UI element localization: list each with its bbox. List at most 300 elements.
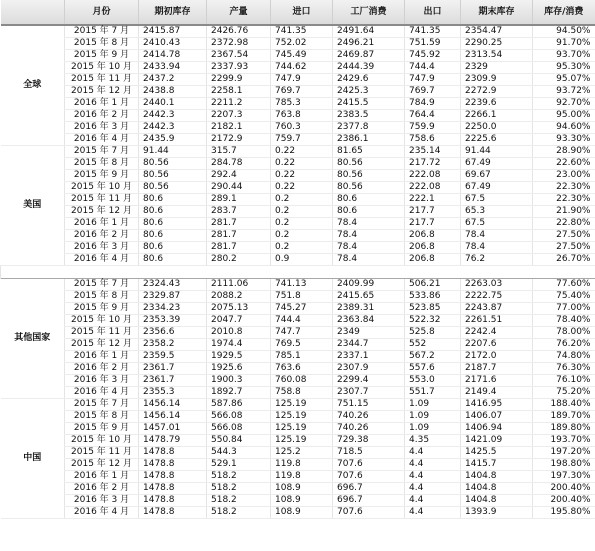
production-cell: 2172.9 bbox=[207, 134, 271, 146]
table-row bbox=[1, 339, 595, 351]
month-cell: 2016 年 4 月 bbox=[65, 387, 139, 399]
mill-consumption-cell: 80.6 bbox=[333, 206, 405, 218]
imports-cell: 745.27 bbox=[271, 303, 333, 315]
opening-stock-cell: 2437.2 bbox=[139, 74, 207, 86]
imports-cell: 0.22 bbox=[271, 170, 333, 182]
table-row bbox=[1, 411, 595, 423]
production-cell: 315.7 bbox=[207, 146, 271, 158]
table-row bbox=[1, 206, 595, 218]
production-cell: 2047.7 bbox=[207, 315, 271, 327]
production-cell: 2337.93 bbox=[207, 62, 271, 74]
stock-to-use-cell: 22.30% bbox=[533, 194, 595, 206]
opening-stock-cell: 80.56 bbox=[139, 182, 207, 194]
table-row bbox=[1, 170, 595, 182]
table-row bbox=[1, 315, 595, 327]
stock-to-use-cell: 189.70% bbox=[533, 411, 595, 423]
opening-stock-cell: 2414.78 bbox=[139, 50, 207, 62]
mill-consumption-cell: 78.4 bbox=[333, 230, 405, 242]
mill-consumption-cell: 80.56 bbox=[333, 158, 405, 170]
opening-stock-cell: 2438.8 bbox=[139, 86, 207, 98]
opening-stock-cell: 1457.01 bbox=[139, 423, 207, 435]
region-label: 其他国家 bbox=[1, 279, 65, 399]
month-cell: 2015 年 8 月 bbox=[65, 411, 139, 423]
imports-cell: 745.49 bbox=[271, 50, 333, 62]
month-cell: 2016 年 2 月 bbox=[65, 363, 139, 375]
imports-cell: 769.5 bbox=[271, 339, 333, 351]
exports-cell: 4.4 bbox=[405, 507, 461, 519]
table-body bbox=[1, 25, 595, 519]
ending-stock-cell: 1421.09 bbox=[461, 435, 533, 447]
mill-consumption-cell: 2344.7 bbox=[333, 339, 405, 351]
mill-consumption-cell: 707.6 bbox=[333, 459, 405, 471]
stock-to-use-cell: 200.40% bbox=[533, 483, 595, 495]
ending-stock-cell: 2354.47 bbox=[461, 25, 533, 38]
header-production: 产量 bbox=[207, 0, 271, 25]
month-cell: 2016 年 2 月 bbox=[65, 230, 139, 242]
ending-stock-cell: 2172.0 bbox=[461, 351, 533, 363]
exports-cell: 4.4 bbox=[405, 471, 461, 483]
stock-to-use-cell: 21.90% bbox=[533, 206, 595, 218]
opening-stock-cell: 2361.7 bbox=[139, 363, 207, 375]
imports-cell: 108.9 bbox=[271, 495, 333, 507]
opening-stock-cell: 2329.87 bbox=[139, 291, 207, 303]
stock-to-use-cell: 93.72% bbox=[533, 86, 595, 98]
month-cell: 2016 年 4 月 bbox=[65, 134, 139, 146]
production-cell: 281.7 bbox=[207, 230, 271, 242]
stock-to-use-cell: 22.60% bbox=[533, 158, 595, 170]
table-row bbox=[1, 134, 595, 146]
stock-to-use-cell: 93.70% bbox=[533, 50, 595, 62]
opening-stock-cell: 80.6 bbox=[139, 206, 207, 218]
imports-cell: 759.7 bbox=[271, 134, 333, 146]
mill-consumption-cell: 2377.8 bbox=[333, 122, 405, 134]
production-cell: 2372.98 bbox=[207, 38, 271, 50]
mill-consumption-cell: 2337.1 bbox=[333, 351, 405, 363]
stock-to-use-cell: 28.90% bbox=[533, 146, 595, 158]
exports-cell: 522.32 bbox=[405, 315, 461, 327]
opening-stock-cell: 1478.8 bbox=[139, 507, 207, 519]
stock-to-use-cell: 189.80% bbox=[533, 423, 595, 435]
month-cell: 2015 年 11 月 bbox=[65, 327, 139, 339]
opening-stock-cell: 2324.43 bbox=[139, 279, 207, 291]
opening-stock-cell: 2353.39 bbox=[139, 315, 207, 327]
opening-stock-cell: 2358.2 bbox=[139, 339, 207, 351]
imports-cell: 125.2 bbox=[271, 447, 333, 459]
table-row bbox=[1, 182, 595, 194]
ending-stock-cell: 2266.1 bbox=[461, 110, 533, 122]
exports-cell: 222.08 bbox=[405, 182, 461, 194]
opening-stock-cell: 2410.43 bbox=[139, 38, 207, 50]
imports-cell: 0.22 bbox=[271, 158, 333, 170]
mill-consumption-cell: 2444.39 bbox=[333, 62, 405, 74]
mill-consumption-cell: 80.56 bbox=[333, 170, 405, 182]
imports-cell: 0.2 bbox=[271, 242, 333, 254]
month-cell: 2015 年 9 月 bbox=[65, 423, 139, 435]
stock-to-use-cell: 200.40% bbox=[533, 495, 595, 507]
production-cell: 2075.13 bbox=[207, 303, 271, 315]
table-row bbox=[1, 25, 595, 38]
imports-cell: 125.19 bbox=[271, 399, 333, 411]
ending-stock-cell: 76.2 bbox=[461, 254, 533, 266]
production-cell: 290.44 bbox=[207, 182, 271, 194]
table-row bbox=[1, 327, 595, 339]
imports-cell: 785.3 bbox=[271, 98, 333, 110]
stock-to-use-cell: 78.00% bbox=[533, 327, 595, 339]
mill-consumption-cell: 2307.7 bbox=[333, 387, 405, 399]
exports-cell: 506.21 bbox=[405, 279, 461, 291]
production-cell: 1925.6 bbox=[207, 363, 271, 375]
imports-cell: 758.8 bbox=[271, 387, 333, 399]
table-row bbox=[1, 471, 595, 483]
mill-consumption-cell: 2389.31 bbox=[333, 303, 405, 315]
imports-cell: 747.9 bbox=[271, 74, 333, 86]
mill-consumption-cell: 78.4 bbox=[333, 218, 405, 230]
exports-cell: 217.72 bbox=[405, 158, 461, 170]
exports-cell: 235.14 bbox=[405, 146, 461, 158]
month-cell: 2016 年 1 月 bbox=[65, 471, 139, 483]
table-row bbox=[1, 435, 595, 447]
opening-stock-cell: 91.44 bbox=[139, 146, 207, 158]
stock-to-use-cell: 197.30% bbox=[533, 471, 595, 483]
imports-cell: 744.62 bbox=[271, 62, 333, 74]
exports-cell: 4.4 bbox=[405, 495, 461, 507]
opening-stock-cell: 2442.3 bbox=[139, 110, 207, 122]
month-cell: 2015 年 9 月 bbox=[65, 50, 139, 62]
table-row bbox=[1, 495, 595, 507]
exports-cell: 206.8 bbox=[405, 254, 461, 266]
month-cell: 2016 年 3 月 bbox=[65, 242, 139, 254]
ending-stock-cell: 2250.0 bbox=[461, 122, 533, 134]
imports-cell: 108.9 bbox=[271, 483, 333, 495]
stock-to-use-cell: 193.70% bbox=[533, 435, 595, 447]
mill-consumption-cell: 2425.3 bbox=[333, 86, 405, 98]
ending-stock-cell: 2290.25 bbox=[461, 38, 533, 50]
table-row bbox=[1, 110, 595, 122]
production-cell: 544.3 bbox=[207, 447, 271, 459]
opening-stock-cell: 1478.8 bbox=[139, 483, 207, 495]
table-row bbox=[1, 507, 595, 519]
ending-stock-cell: 1404.8 bbox=[461, 471, 533, 483]
ending-stock-cell: 1404.8 bbox=[461, 495, 533, 507]
opening-stock-cell: 80.56 bbox=[139, 170, 207, 182]
region-label: 美国 bbox=[1, 146, 65, 266]
opening-stock-cell: 2435.9 bbox=[139, 134, 207, 146]
production-cell: 518.2 bbox=[207, 471, 271, 483]
imports-cell: 119.8 bbox=[271, 459, 333, 471]
exports-cell: 1.09 bbox=[405, 411, 461, 423]
table-row bbox=[1, 483, 595, 495]
mill-consumption-cell: 2409.99 bbox=[333, 279, 405, 291]
production-cell: 529.1 bbox=[207, 459, 271, 471]
ending-stock-cell: 2261.51 bbox=[461, 315, 533, 327]
month-cell: 2015 年 12 月 bbox=[65, 339, 139, 351]
ending-stock-cell: 91.44 bbox=[461, 146, 533, 158]
exports-cell: 745.92 bbox=[405, 50, 461, 62]
stock-to-use-cell: 23.00% bbox=[533, 170, 595, 182]
production-cell: 2367.54 bbox=[207, 50, 271, 62]
production-cell: 2182.1 bbox=[207, 122, 271, 134]
ending-stock-cell: 67.49 bbox=[461, 182, 533, 194]
header-stock-to-use: 库存/消费 bbox=[533, 0, 595, 25]
stock-to-use-cell: 95.00% bbox=[533, 110, 595, 122]
header-month: 月份 bbox=[65, 0, 139, 25]
stock-to-use-cell: 76.20% bbox=[533, 339, 595, 351]
table-row bbox=[1, 351, 595, 363]
mill-consumption-cell: 740.26 bbox=[333, 423, 405, 435]
ending-stock-cell: 1416.95 bbox=[461, 399, 533, 411]
table-row bbox=[1, 98, 595, 110]
exports-cell: 222.08 bbox=[405, 170, 461, 182]
ending-stock-cell: 2329 bbox=[461, 62, 533, 74]
production-cell: 292.4 bbox=[207, 170, 271, 182]
opening-stock-cell: 80.56 bbox=[139, 158, 207, 170]
ending-stock-cell: 69.67 bbox=[461, 170, 533, 182]
imports-cell: 108.9 bbox=[271, 507, 333, 519]
header-ending-stock: 期末库存 bbox=[461, 0, 533, 25]
month-cell: 2015 年 7 月 bbox=[65, 279, 139, 291]
ending-stock-cell: 2272.9 bbox=[461, 86, 533, 98]
exports-cell: 525.8 bbox=[405, 327, 461, 339]
opening-stock-cell: 80.6 bbox=[139, 218, 207, 230]
production-cell: 2111.06 bbox=[207, 279, 271, 291]
stock-to-use-cell: 92.70% bbox=[533, 98, 595, 110]
stock-to-use-cell: 22.80% bbox=[533, 218, 595, 230]
month-cell: 2015 年 11 月 bbox=[65, 74, 139, 86]
imports-cell: 741.13 bbox=[271, 279, 333, 291]
production-cell: 2088.2 bbox=[207, 291, 271, 303]
table-row bbox=[1, 242, 595, 254]
mill-consumption-cell: 78.4 bbox=[333, 242, 405, 254]
table-row bbox=[1, 158, 595, 170]
month-cell: 2015 年 9 月 bbox=[65, 303, 139, 315]
ending-stock-cell: 67.5 bbox=[461, 218, 533, 230]
exports-cell: 744.4 bbox=[405, 62, 461, 74]
month-cell: 2016 年 4 月 bbox=[65, 507, 139, 519]
mill-consumption-cell: 718.5 bbox=[333, 447, 405, 459]
month-cell: 2015 年 10 月 bbox=[65, 435, 139, 447]
stock-to-use-cell: 94.50% bbox=[533, 25, 595, 38]
ending-stock-cell: 2313.54 bbox=[461, 50, 533, 62]
stock-to-use-cell: 91.70% bbox=[533, 38, 595, 50]
ending-stock-cell: 2171.6 bbox=[461, 375, 533, 387]
imports-cell: 0.2 bbox=[271, 206, 333, 218]
mill-consumption-cell: 2469.87 bbox=[333, 50, 405, 62]
opening-stock-cell: 1478.8 bbox=[139, 447, 207, 459]
header-opening-stock: 期初库存 bbox=[139, 0, 207, 25]
month-cell: 2015 年 10 月 bbox=[65, 62, 139, 74]
imports-cell: 125.19 bbox=[271, 423, 333, 435]
stock-to-use-cell: 95.07% bbox=[533, 74, 595, 86]
mill-consumption-cell: 729.38 bbox=[333, 435, 405, 447]
stock-to-use-cell: 76.30% bbox=[533, 363, 595, 375]
imports-cell: 0.22 bbox=[271, 182, 333, 194]
table-row bbox=[1, 387, 595, 399]
table-row bbox=[1, 254, 595, 266]
group-spacer bbox=[1, 266, 595, 279]
mill-consumption-cell: 2299.4 bbox=[333, 375, 405, 387]
exports-cell: 206.8 bbox=[405, 230, 461, 242]
month-cell: 2016 年 2 月 bbox=[65, 483, 139, 495]
region-label: 中国 bbox=[1, 399, 65, 519]
imports-cell: 125.19 bbox=[271, 411, 333, 423]
exports-cell: 222.1 bbox=[405, 194, 461, 206]
mill-consumption-cell: 2415.65 bbox=[333, 291, 405, 303]
exports-cell: 1.09 bbox=[405, 423, 461, 435]
ending-stock-cell: 67.5 bbox=[461, 194, 533, 206]
opening-stock-cell: 1478.8 bbox=[139, 471, 207, 483]
imports-cell: 747.7 bbox=[271, 327, 333, 339]
table-row bbox=[1, 399, 595, 411]
stock-to-use-cell: 188.40% bbox=[533, 399, 595, 411]
ending-stock-cell: 2207.6 bbox=[461, 339, 533, 351]
month-cell: 2016 年 3 月 bbox=[65, 375, 139, 387]
stock-to-use-cell: 77.60% bbox=[533, 279, 595, 291]
mill-consumption-cell: 707.6 bbox=[333, 471, 405, 483]
ending-stock-cell: 1425.5 bbox=[461, 447, 533, 459]
mill-consumption-cell: 2383.5 bbox=[333, 110, 405, 122]
table-row bbox=[1, 363, 595, 375]
production-cell: 280.2 bbox=[207, 254, 271, 266]
month-cell: 2016 年 3 月 bbox=[65, 122, 139, 134]
production-cell: 284.78 bbox=[207, 158, 271, 170]
header-exports: 出口 bbox=[405, 0, 461, 25]
production-cell: 566.08 bbox=[207, 411, 271, 423]
mill-consumption-cell: 696.7 bbox=[333, 495, 405, 507]
imports-cell: 0.22 bbox=[271, 146, 333, 158]
ending-stock-cell: 65.3 bbox=[461, 206, 533, 218]
ending-stock-cell: 2222.75 bbox=[461, 291, 533, 303]
imports-cell: 741.35 bbox=[271, 25, 333, 38]
opening-stock-cell: 2334.23 bbox=[139, 303, 207, 315]
imports-cell: 0.2 bbox=[271, 218, 333, 230]
month-cell: 2015 年 7 月 bbox=[65, 25, 139, 38]
imports-cell: 760.08 bbox=[271, 375, 333, 387]
table-row bbox=[1, 303, 595, 315]
production-cell: 2258.1 bbox=[207, 86, 271, 98]
table-row bbox=[1, 50, 595, 62]
opening-stock-cell: 80.6 bbox=[139, 254, 207, 266]
opening-stock-cell: 1478.79 bbox=[139, 435, 207, 447]
opening-stock-cell: 2442.3 bbox=[139, 122, 207, 134]
table-row bbox=[1, 62, 595, 74]
opening-stock-cell: 1456.14 bbox=[139, 411, 207, 423]
imports-cell: 785.1 bbox=[271, 351, 333, 363]
opening-stock-cell: 2440.1 bbox=[139, 98, 207, 110]
ending-stock-cell: 2243.87 bbox=[461, 303, 533, 315]
mill-consumption-cell: 2349 bbox=[333, 327, 405, 339]
production-cell: 281.7 bbox=[207, 242, 271, 254]
production-cell: 518.2 bbox=[207, 495, 271, 507]
stock-to-use-cell: 75.40% bbox=[533, 291, 595, 303]
exports-cell: 751.59 bbox=[405, 38, 461, 50]
production-cell: 2211.2 bbox=[207, 98, 271, 110]
stock-to-use-cell: 27.50% bbox=[533, 230, 595, 242]
opening-stock-cell: 80.6 bbox=[139, 230, 207, 242]
opening-stock-cell: 1478.8 bbox=[139, 495, 207, 507]
ending-stock-cell: 2187.7 bbox=[461, 363, 533, 375]
stock-to-use-cell: 26.70% bbox=[533, 254, 595, 266]
mill-consumption-cell: 2496.21 bbox=[333, 38, 405, 50]
mill-consumption-cell: 2386.1 bbox=[333, 134, 405, 146]
imports-cell: 763.8 bbox=[271, 110, 333, 122]
exports-cell: 4.4 bbox=[405, 447, 461, 459]
mill-consumption-cell: 751.15 bbox=[333, 399, 405, 411]
production-cell: 518.2 bbox=[207, 483, 271, 495]
exports-cell: 4.35 bbox=[405, 435, 461, 447]
exports-cell: 206.8 bbox=[405, 242, 461, 254]
exports-cell: 759.9 bbox=[405, 122, 461, 134]
imports-cell: 0.9 bbox=[271, 254, 333, 266]
opening-stock-cell: 2361.7 bbox=[139, 375, 207, 387]
exports-cell: 4.4 bbox=[405, 459, 461, 471]
month-cell: 2016 年 3 月 bbox=[65, 495, 139, 507]
exports-cell: 741.35 bbox=[405, 25, 461, 38]
exports-cell: 523.85 bbox=[405, 303, 461, 315]
mill-consumption-cell: 740.26 bbox=[333, 411, 405, 423]
mill-consumption-cell: 2429.6 bbox=[333, 74, 405, 86]
exports-cell: 4.4 bbox=[405, 483, 461, 495]
exports-cell: 217.7 bbox=[405, 218, 461, 230]
spacer-cell bbox=[1, 266, 595, 279]
month-cell: 2015 年 12 月 bbox=[65, 206, 139, 218]
table-row bbox=[1, 74, 595, 86]
opening-stock-cell: 80.6 bbox=[139, 242, 207, 254]
mill-consumption-cell: 81.65 bbox=[333, 146, 405, 158]
exports-cell: 1.09 bbox=[405, 399, 461, 411]
opening-stock-cell: 80.6 bbox=[139, 194, 207, 206]
production-cell: 1974.4 bbox=[207, 339, 271, 351]
production-cell: 1900.3 bbox=[207, 375, 271, 387]
month-cell: 2015 年 9 月 bbox=[65, 170, 139, 182]
table-header bbox=[1, 0, 595, 25]
stock-to-use-cell: 198.80% bbox=[533, 459, 595, 471]
stock-to-use-cell: 27.50% bbox=[533, 242, 595, 254]
production-cell: 550.84 bbox=[207, 435, 271, 447]
imports-cell: 125.19 bbox=[271, 435, 333, 447]
month-cell: 2015 年 8 月 bbox=[65, 38, 139, 50]
stock-to-use-cell: 197.20% bbox=[533, 447, 595, 459]
ending-stock-cell: 1404.8 bbox=[461, 483, 533, 495]
stock-to-use-cell: 94.60% bbox=[533, 122, 595, 134]
production-cell: 1929.5 bbox=[207, 351, 271, 363]
month-cell: 2015 年 10 月 bbox=[65, 315, 139, 327]
month-cell: 2016 年 4 月 bbox=[65, 254, 139, 266]
ending-stock-cell: 1393.9 bbox=[461, 507, 533, 519]
ending-stock-cell: 67.49 bbox=[461, 158, 533, 170]
production-cell: 2299.9 bbox=[207, 74, 271, 86]
stock-to-use-cell: 78.40% bbox=[533, 315, 595, 327]
stock-to-use-cell: 93.30% bbox=[533, 134, 595, 146]
ending-stock-cell: 78.4 bbox=[461, 242, 533, 254]
table-row bbox=[1, 122, 595, 134]
imports-cell: 769.7 bbox=[271, 86, 333, 98]
region-label: 全球 bbox=[1, 25, 65, 146]
ending-stock-cell: 2239.6 bbox=[461, 98, 533, 110]
exports-cell: 557.6 bbox=[405, 363, 461, 375]
table-row bbox=[1, 423, 595, 435]
stock-to-use-cell: 195.80% bbox=[533, 507, 595, 519]
stock-to-use-cell: 76.10% bbox=[533, 375, 595, 387]
stock-to-use-cell: 74.80% bbox=[533, 351, 595, 363]
mill-consumption-cell: 2491.64 bbox=[333, 25, 405, 38]
stock-to-use-cell: 77.00% bbox=[533, 303, 595, 315]
month-cell: 2015 年 11 月 bbox=[65, 447, 139, 459]
stock-to-use-cell: 95.30% bbox=[533, 62, 595, 74]
opening-stock-cell: 2355.3 bbox=[139, 387, 207, 399]
header-mill-consumption: 工厂消费 bbox=[333, 0, 405, 25]
ending-stock-cell: 2242.4 bbox=[461, 327, 533, 339]
month-cell: 2015 年 8 月 bbox=[65, 291, 139, 303]
